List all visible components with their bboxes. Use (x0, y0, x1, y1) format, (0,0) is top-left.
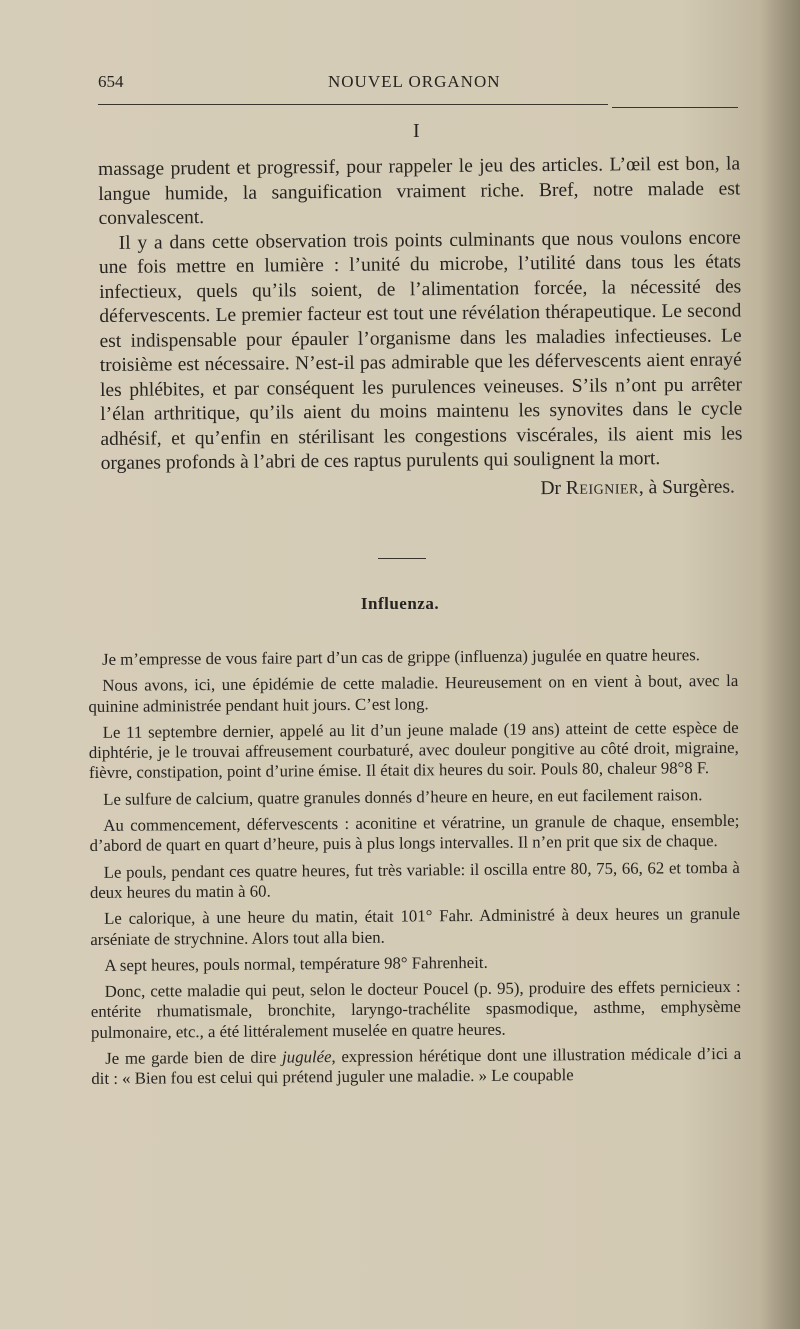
signature-name: Reignier (565, 476, 639, 499)
column-letter: I (413, 120, 420, 142)
paragraph: Au commencement, défervescents : aconitine et vératrine, un granule de chaque, ensemble; d’abord de quart en quart d’heure, puis à plus longs intervalles. Il n’en prit que six de chaque. (89, 810, 740, 856)
italic-word: jugulée (282, 1047, 332, 1067)
paragraph: Le calorique, à une heure du matin, était 101° Fahr. Administré à deux heures un granule arséniate de strychnine. Alors tout alla bien. (90, 904, 741, 949)
section-title: Influenza. (360, 594, 440, 613)
continuation-text (98, 152, 743, 505)
header-rule (98, 104, 608, 105)
paragraph: Donc, cette maladie qui peut, selon le docteur Poucel (p. 95), produire des effets pernicieux : entérite rhumatismale, bronchite, laryngo-trachélite spasmodique, asthme, emphysème pulmonaire, etc., a été littéralement muselée en quatre heures. (90, 977, 741, 1042)
paragraph: Je m’empresse de vous faire part d’un cas de grippe (influenza) jugulée en quatre heures. (101, 645, 700, 669)
section-separator (378, 558, 426, 559)
signature (101, 475, 743, 505)
paragraph: Nous avons, ici, une épidémie de cette maladie. Heureusement on en vient à bout, avec la quinine administrée pendant huit jours. C’est long. (88, 671, 739, 716)
paragraph: Le sulfure de calcium, quatre granules donnés d’heure en heure, en eut facilement raison. (103, 784, 703, 809)
running-header (98, 72, 738, 98)
paragraph-last (91, 1044, 741, 1090)
page-edge-shadow (760, 0, 800, 1329)
paragraph: Il y a dans cette observation trois points culminants que nous voulons encore une fois mettre en lumière : l’unité du microbe, l’utilité dans tous les états infectieux, quels qu’ils soient, de l’alimentation forcée, la nécessité des défervescents. Le premier facteur est tout une révélation thérapeutique. Le second est indispensable pour épauler l’organisme dans les maladies infectieuses. Le troisième est nécessaire. N’est-il pas admirable que les défervescents aient enrayé les phlébites, et par conséquent les purulences veineuses. S’ils n’ont pu arrêter l’élan arthritique, qu’ils aient du moins maintenu les synovites dans le cycle adhésif, et qu’enfin en stérilisant les congestions viscérales, ils aient mis les organes profonds à l’abri de ces raptus purulents qui soulignent la mort. (98, 226, 743, 474)
header-rule-right (612, 107, 738, 108)
influenza-article (88, 645, 741, 1096)
text-after: , expression hérétique dont une illustration médicale d’ici a dit : « Bien fou est celui qui prétend juguler une maladie. » Le coupable (91, 1043, 742, 1089)
running-title: NOUVEL ORGANON (328, 72, 501, 91)
paragraph: massage prudent et progressif, pour rappeler le jeu des articles. L’œil est bon, la langue humide, la sanguification vraiment riche. Bref, notre malade est convalescent. (98, 153, 741, 229)
paragraph: Le 11 septembre dernier, appelé au lit d’un jeune malade (19 ans) atteint de cette espèce de diphtérie, je le trouvai affreusement courbaturé, avec douleur pongitive au côté droit, migraine, fièvre, constipation, point d’urine émise. Il était dix heures du soir. Pouls 80, chaleur 98°8 F. (88, 717, 739, 783)
page-number: 654 (98, 72, 124, 91)
text-before: Je me garde bien de dire (105, 1047, 283, 1068)
signature-title: Dr (540, 477, 562, 499)
signature-place: , à Surgères. (638, 475, 735, 498)
paragraph: Le pouls, pendant ces quatre heures, fut très variable: il oscilla entre 80, 75, 66, 62 et tomba à deux heures du matin à 60. (89, 857, 740, 902)
paragraph: A sept heures, pouls normal, température 98° Fahrenheit. (104, 952, 488, 975)
